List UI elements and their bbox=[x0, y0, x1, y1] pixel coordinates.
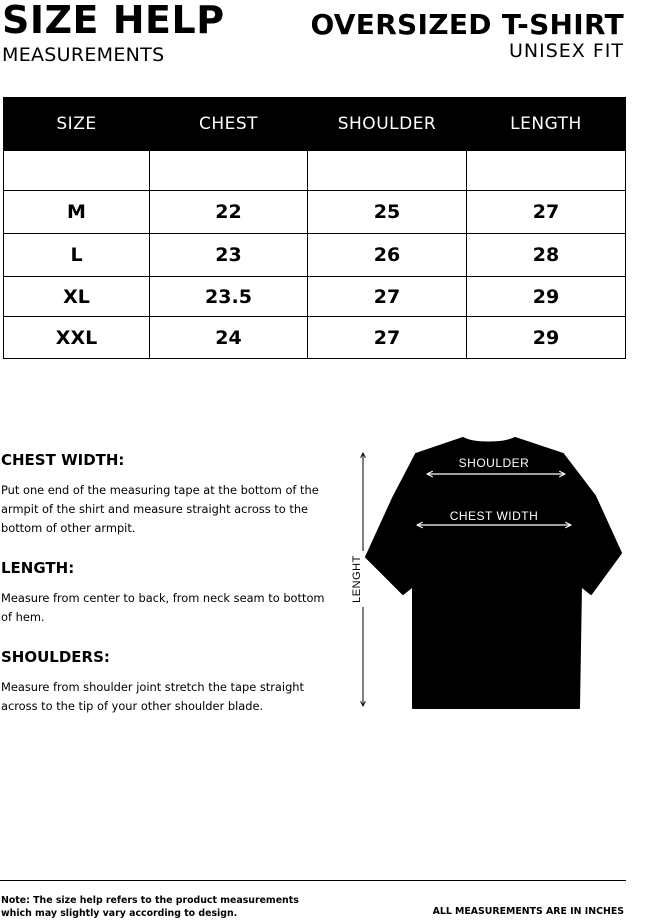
chest-width-label: CHEST WIDTH bbox=[449, 509, 539, 523]
shoulders-heading: SHOULDERS: bbox=[1, 648, 110, 666]
table-row bbox=[4, 317, 626, 359]
tshirt-measurement-diagram bbox=[343, 436, 633, 721]
chest-width-text: Put one end of the measuring tape at the bottom of the armpit of the shirt and measure straight across to the bottom of other armpit. bbox=[1, 483, 319, 535]
footer-note-line: Note: The size help refers to the product measurements bbox=[1, 895, 299, 906]
fit-label: UNISEX FIT bbox=[509, 40, 624, 62]
column-header-length: LENGTH bbox=[467, 98, 626, 151]
shoulder-cell: 25 bbox=[308, 191, 467, 234]
shoulder-label: SHOULDER bbox=[458, 456, 530, 470]
length-text: Measure from center to back, from neck seam to bottom of hem. bbox=[1, 591, 325, 624]
footer-divider bbox=[0, 880, 626, 881]
column-header-size: SIZE bbox=[4, 98, 150, 151]
length-label: LENGHT bbox=[350, 555, 363, 603]
length-heading: LENGTH: bbox=[1, 559, 75, 577]
length-cell: 28 bbox=[467, 234, 626, 277]
table-header-row bbox=[4, 98, 626, 151]
table-row bbox=[4, 277, 626, 317]
footer-note-line: which may slightly vary according to design. bbox=[1, 908, 238, 919]
size-cell: M bbox=[4, 191, 150, 234]
table-cell bbox=[308, 151, 467, 191]
column-header-shoulder: SHOULDER bbox=[308, 98, 467, 151]
column-header-chest: CHEST bbox=[150, 98, 308, 151]
table-row bbox=[4, 191, 626, 234]
size-cell: L bbox=[4, 234, 150, 277]
shoulder-cell: 27 bbox=[308, 317, 467, 359]
page-title: SIZE HELP bbox=[2, 0, 225, 42]
shoulder-cell: 27 bbox=[308, 277, 467, 317]
page-subtitle: MEASUREMENTS bbox=[2, 44, 165, 66]
table-cell bbox=[150, 151, 308, 191]
product-name: OVERSIZED T-SHIRT bbox=[310, 8, 624, 41]
chest-cell: 24 bbox=[150, 317, 308, 359]
size-cell: XL bbox=[4, 277, 150, 317]
table-cell bbox=[467, 151, 626, 191]
length-cell: 29 bbox=[467, 277, 626, 317]
tshirt-shape bbox=[366, 438, 621, 708]
length-cell: 27 bbox=[467, 191, 626, 234]
size-cell: XXL bbox=[4, 317, 150, 359]
table-row bbox=[4, 234, 626, 277]
shoulder-cell: 26 bbox=[308, 234, 467, 277]
shoulders-text: Measure from shoulder joint stretch the tape straight across to the tip of your other shoulder blade. bbox=[1, 680, 304, 713]
table-cell bbox=[4, 151, 150, 191]
chest-cell: 23 bbox=[150, 234, 308, 277]
chest-cell: 22 bbox=[150, 191, 308, 234]
chest-width-heading: CHEST WIDTH: bbox=[1, 451, 125, 469]
chest-cell: 23.5 bbox=[150, 277, 308, 317]
units-note: ALL MEASUREMENTS ARE IN INCHES bbox=[432, 906, 624, 917]
size-chart-table bbox=[3, 97, 626, 359]
table-row-blank bbox=[4, 151, 626, 191]
footer-note bbox=[1, 894, 301, 920]
length-cell: 29 bbox=[467, 317, 626, 359]
